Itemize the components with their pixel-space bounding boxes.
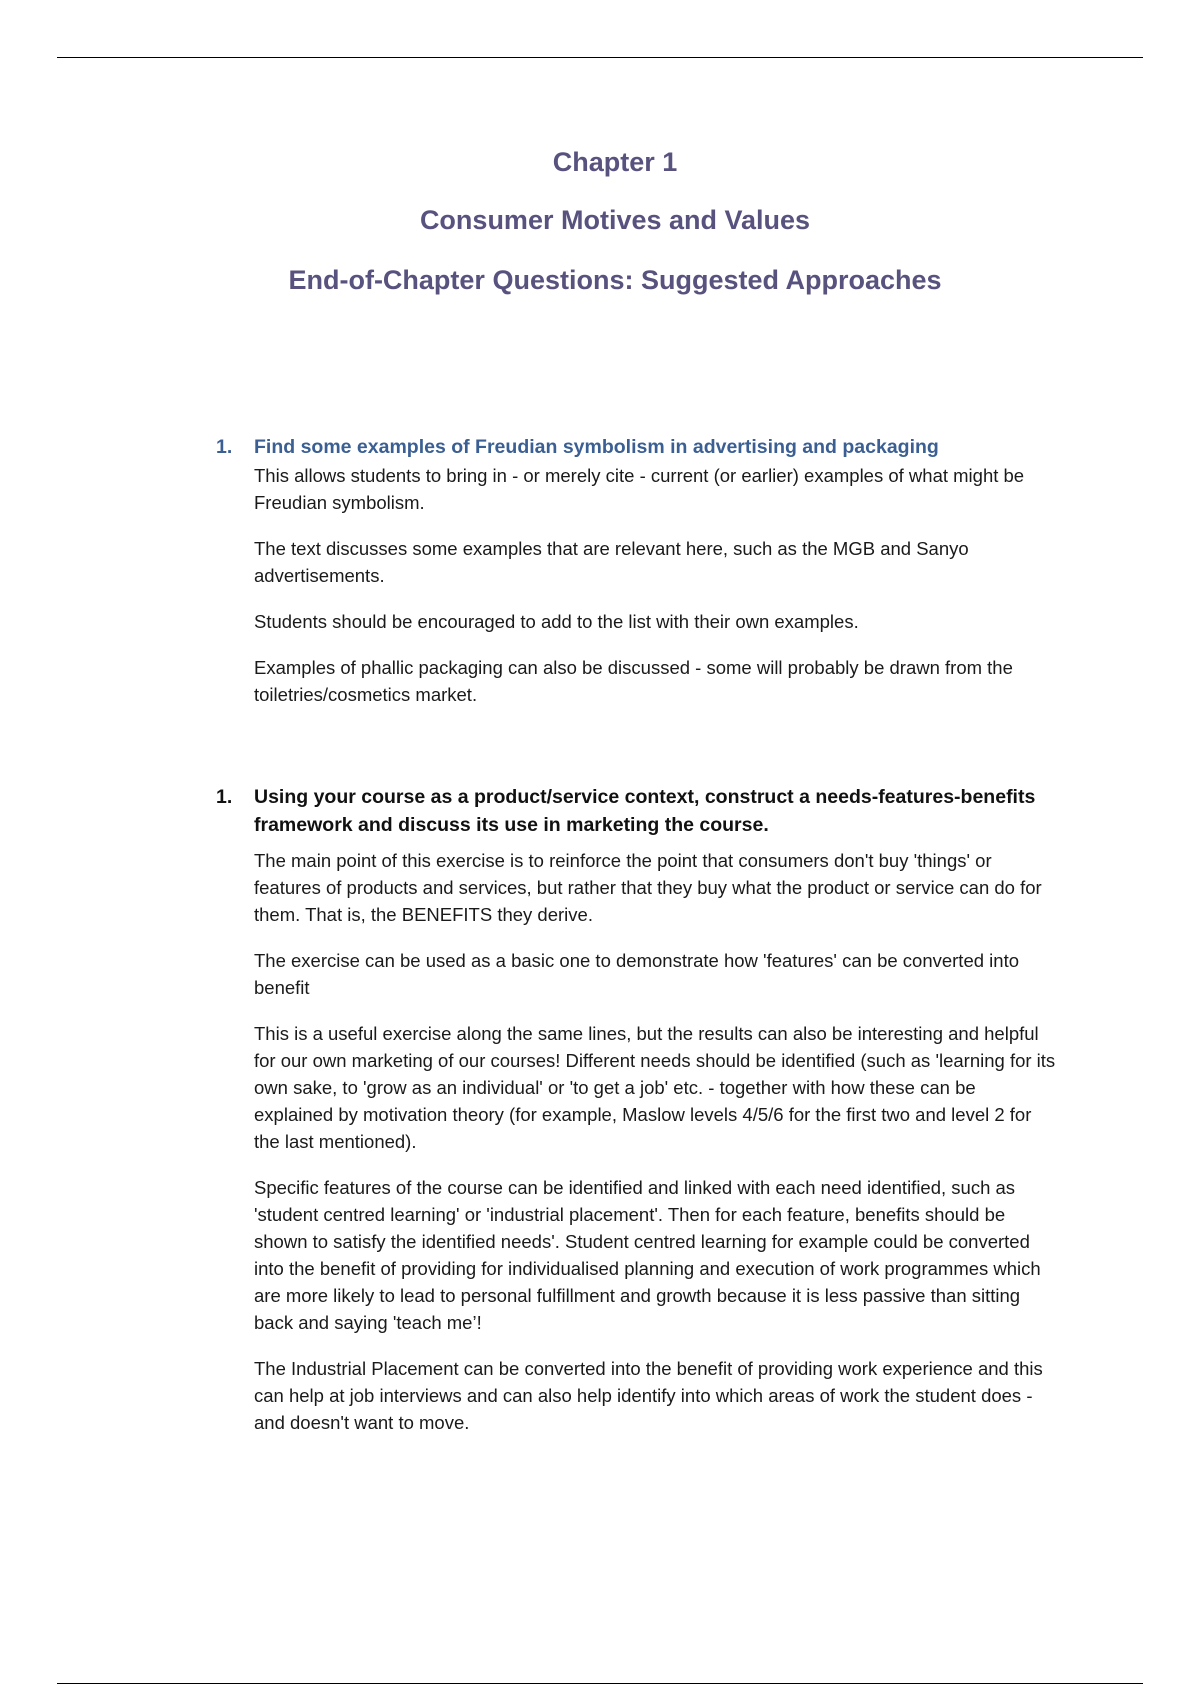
question-heading (216, 433, 1056, 461)
document-header (0, 144, 1200, 298)
question-section-2 (216, 783, 1056, 1455)
answer-paragraph: Examples of phallic packaging can also be discussed - some will probably be drawn from the toiletries/cosmetics market. (254, 657, 1013, 705)
answer-paragraph: This is a useful exercise along the same lines, but the results can also be interesting and helpful for our own marketing of our courses! Different needs should be identified (such as 'learning for its own sake, to 'grow as an individual' or 'to get a job' etc. - together with how these can be explained by motivation theory (for example, Maslow levels 4/5/6 for the first two and level 2 for the last mentioned). (254, 1023, 1056, 1152)
answer-paragraph: The main point of this exercise is to reinforce the point that consumers don't buy 'things' or features of products and services, but rather that they buy what the product or service can do for them. That is, the BENEFITS they derive. (254, 850, 1042, 925)
question-text: Using your course as a product/service context, construct a needs-features-benefits framework and discuss its use in marketing the course. (254, 786, 1036, 836)
answer-paragraph: This allows students to bring in - or merely cite - current (or earlier) examples of what might be Freudian symbolism. (254, 465, 1025, 513)
answer-paragraph: The text discusses some examples that are relevant here, such as the MGB and Sanyo advertisements. (254, 538, 969, 586)
question-heading (216, 783, 1056, 839)
question-text: Find some examples of Freudian symbolism in advertising and packaging (254, 436, 939, 458)
answer-paragraph: The Industrial Placement can be converted into the benefit of providing work experience and this can help at job interviews and can also help identify into which areas of work the student does - and doesn't want to move. (254, 1358, 1043, 1433)
document-title: Consumer Motives and Values (419, 205, 811, 235)
top-rule (57, 57, 1143, 58)
bottom-rule (57, 1683, 1143, 1684)
answer-paragraph: The exercise can be used as a basic one to demonstrate how 'features' can be converted into benefit (254, 950, 1019, 998)
answer-paragraph: Students should be encouraged to add to the list with their own examples. (254, 611, 859, 632)
chapter-title: Chapter 1 (552, 147, 678, 177)
question-number: 1. (216, 436, 233, 458)
document-subtitle: End-of-Chapter Questions: Suggested Approaches (288, 265, 942, 295)
answer-paragraph: Specific features of the course can be identified and linked with each need identified, such as 'student centred learning' or 'industrial placement'. Then for each feature, benefits should be shown to satisfy the identified needs'. Student centred learning for example could be converted into the benefit of providing for individualised planning and execution of work programmes which are more likely to lead to personal fulfillment and growth because it is less passive than sitting back and saying 'teach me’! (254, 1177, 1041, 1333)
question-number: 1. (216, 786, 233, 808)
question-section-1 (216, 433, 1056, 727)
